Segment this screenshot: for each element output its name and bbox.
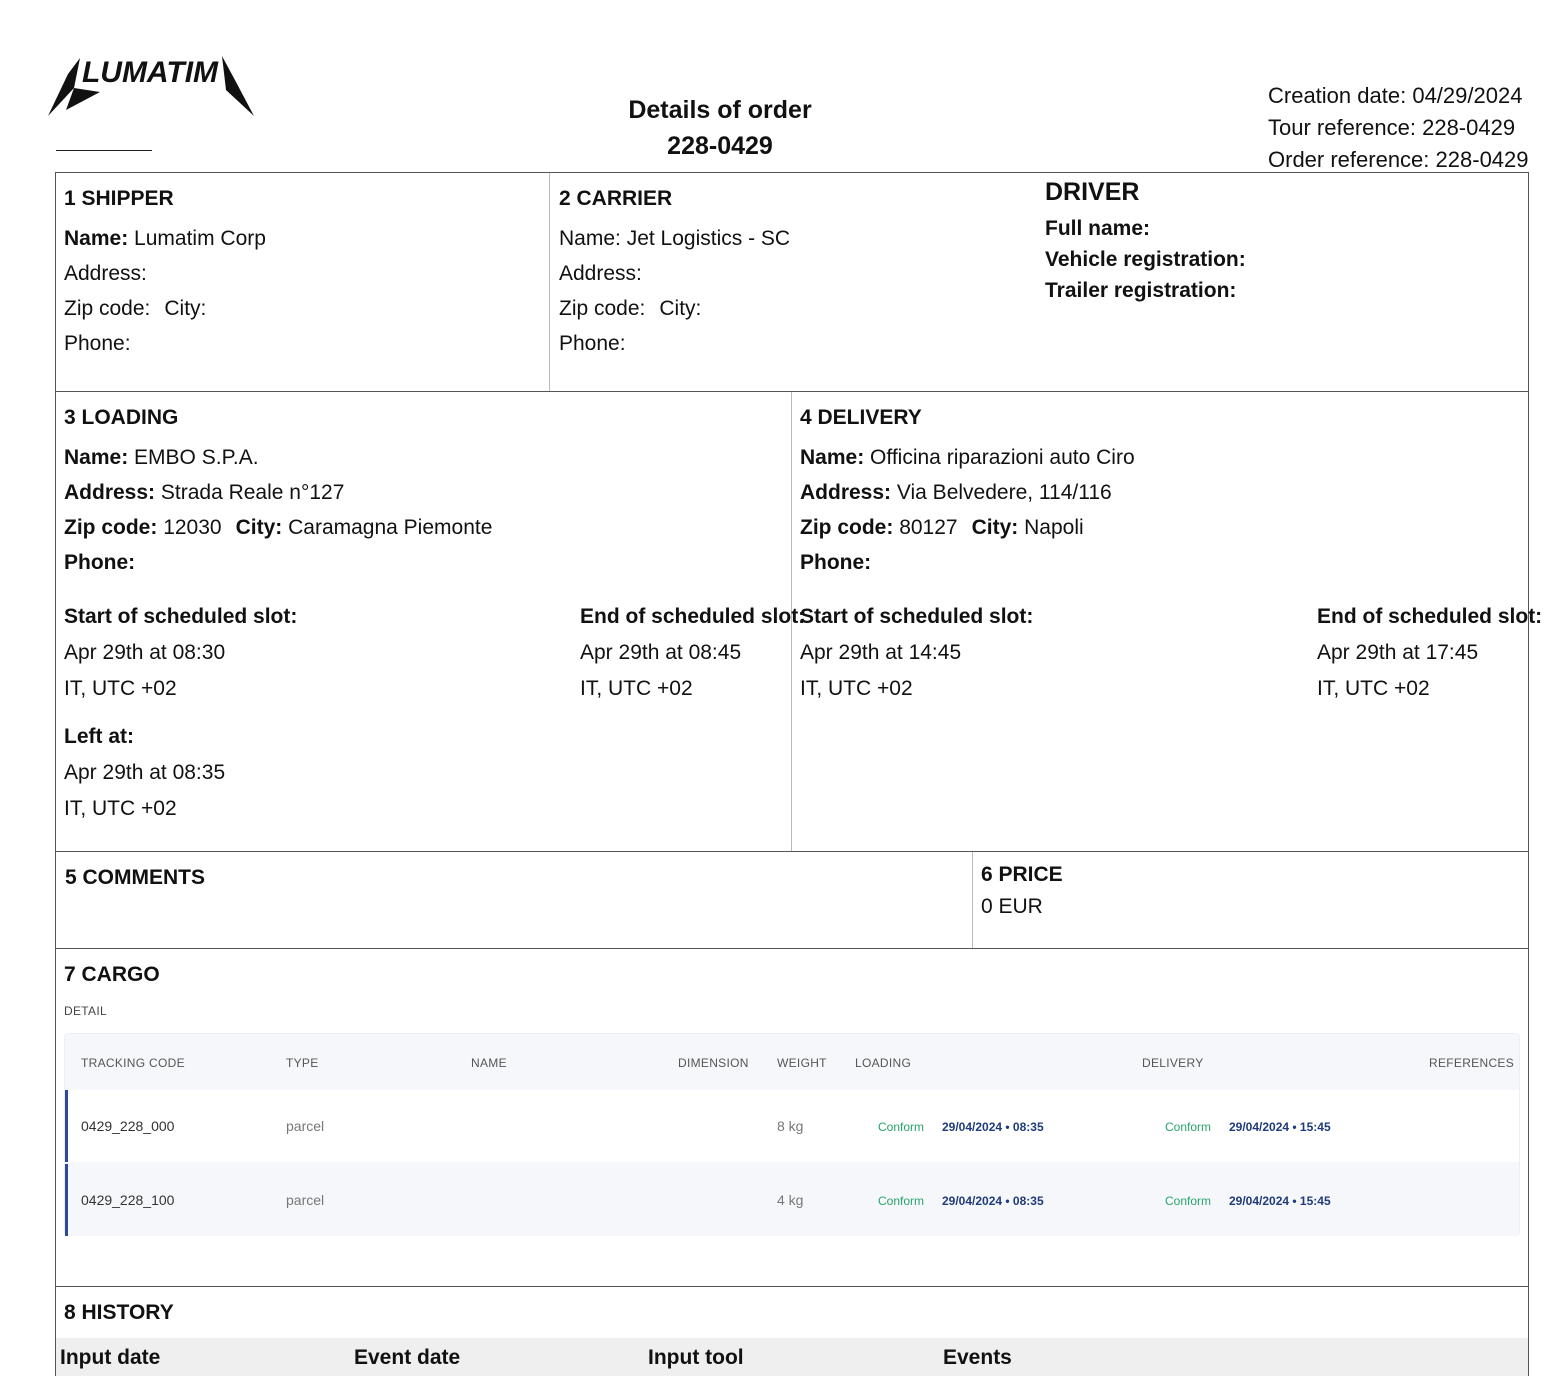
- loading-datetime: 29/04/2024 • 08:35: [942, 1194, 1044, 1208]
- delivery-section: [800, 400, 1135, 580]
- column-header[interactable]: Input tool: [648, 1346, 744, 1369]
- page-title: [560, 92, 880, 164]
- divider: [549, 173, 550, 391]
- cargo-heading: 7 CARGO: [64, 963, 160, 986]
- cargo-table: [64, 1033, 1520, 1236]
- loading-address: Address: Strada Reale n°127: [64, 481, 345, 504]
- cargo-section: [64, 957, 160, 997]
- divider: [55, 851, 1529, 852]
- shipper-heading: 1 SHIPPER: [64, 187, 174, 210]
- column-header[interactable]: TRACKING CODE: [81, 1056, 185, 1070]
- row-accent: [65, 1090, 68, 1162]
- divider: [972, 852, 973, 948]
- price-heading: 6 PRICE: [981, 863, 1063, 886]
- loading-phone: Phone:: [64, 551, 136, 574]
- carrier-phone: Phone:: [559, 332, 626, 355]
- order-number: 228-0429: [667, 132, 773, 160]
- loading-left-at: Left at: Apr 29th at 08:35 IT, UTC +02: [64, 725, 226, 820]
- delivery-datetime: 29/04/2024 • 15:45: [1229, 1120, 1331, 1134]
- loading-start-slot: Start of scheduled slot: Apr 29th at 08:30 IT, UTC +02: [64, 605, 298, 700]
- comments-heading: 5 COMMENTS: [65, 866, 206, 889]
- shipper-phone: Phone:: [64, 332, 131, 355]
- comments-section: [65, 860, 205, 900]
- order-reference: Order reference: 228-0429: [1268, 147, 1529, 172]
- history-table-header: [56, 1338, 1528, 1376]
- cargo-type: parcel: [286, 1118, 325, 1134]
- cargo-detail-label: DETAIL: [64, 1004, 107, 1018]
- company-logo: [40, 40, 260, 125]
- carrier-section: [559, 181, 790, 361]
- cargo-type: parcel: [286, 1192, 325, 1208]
- tracking-code: 0429_228_000: [81, 1118, 175, 1134]
- loading-status-badge: Conform: [878, 1120, 925, 1134]
- driver-section: [1045, 175, 1246, 306]
- cargo-weight: 4 kg: [777, 1192, 804, 1208]
- history-section: [64, 1295, 174, 1335]
- creation-date: Creation date: 04/29/2024: [1268, 83, 1523, 108]
- loading-datetime: 29/04/2024 • 08:35: [942, 1120, 1044, 1134]
- cargo-weight: 8 kg: [777, 1118, 804, 1134]
- loading-section: [64, 400, 492, 580]
- table-row[interactable]: [65, 1164, 1519, 1236]
- delivery-status-badge: Conform: [1165, 1120, 1212, 1134]
- loading-zip-city: Zip code: 12030 City: Caramagna Piemonte: [64, 516, 493, 539]
- cargo-table-header: [65, 1034, 1519, 1090]
- shipper-name: Name: Lumatim Corp: [64, 227, 266, 250]
- column-header[interactable]: TYPE: [286, 1056, 319, 1070]
- driver-trailer-registration: Trailer registration:: [1045, 279, 1237, 302]
- logo-text: LUMATIM: [81, 56, 219, 89]
- carrier-name: Name: Jet Logistics - SC: [559, 227, 791, 250]
- loading-end-slot: End of scheduled slot: Apr 29th at 08:45 IT, UTC +02: [580, 605, 806, 700]
- price-value: 0 EUR: [981, 895, 1043, 918]
- column-header[interactable]: NAME: [471, 1056, 507, 1070]
- tracking-code: 0429_228_100: [81, 1192, 175, 1208]
- logo-underline: [56, 150, 152, 151]
- driver-heading: DRIVER: [1045, 178, 1140, 206]
- column-header[interactable]: Event date: [354, 1346, 461, 1369]
- delivery-address: Address: Via Belvedere, 114/116: [800, 481, 1112, 504]
- divider: [55, 391, 1529, 392]
- column-header[interactable]: LOADING: [855, 1056, 912, 1070]
- delivery-heading: 4 DELIVERY: [800, 406, 922, 429]
- driver-vehicle-registration: Vehicle registration:: [1045, 248, 1246, 271]
- divider: [55, 948, 1529, 949]
- delivery-end-slot: End of scheduled slot: Apr 29th at 17:45 IT, UTC +02: [1317, 605, 1543, 700]
- column-header[interactable]: Input date: [60, 1346, 161, 1369]
- shipper-zip-city: Zip code: City:: [64, 297, 207, 320]
- shipper-section: [64, 181, 266, 361]
- history-heading: 8 HISTORY: [64, 1301, 174, 1324]
- column-header[interactable]: WEIGHT: [777, 1056, 827, 1070]
- loading-heading: 3 LOADING: [64, 406, 179, 429]
- row-accent: [65, 1164, 68, 1236]
- driver-full-name: Full name:: [1045, 217, 1151, 240]
- title-line-1: Details of order: [628, 96, 812, 124]
- table-row[interactable]: [65, 1090, 1519, 1162]
- delivery-status-badge: Conform: [1165, 1194, 1212, 1208]
- carrier-address: Address:: [559, 262, 642, 285]
- delivery-phone: Phone:: [800, 551, 872, 574]
- carrier-heading: 2 CARRIER: [559, 187, 673, 210]
- loading-name: Name: EMBO S.P.A.: [64, 446, 259, 469]
- order-meta: [1268, 80, 1528, 176]
- loading-status-badge: Conform: [878, 1194, 925, 1208]
- price-section: [981, 859, 1063, 923]
- delivery-start-slot: Start of scheduled slot: Apr 29th at 14:45 IT, UTC +02: [800, 605, 1034, 700]
- shipper-address: Address:: [64, 262, 147, 285]
- delivery-name: Name: Officina riparazioni auto Ciro: [800, 446, 1135, 469]
- tour-reference: Tour reference: 228-0429: [1268, 115, 1516, 140]
- column-header[interactable]: REFERENCES: [1429, 1056, 1515, 1070]
- column-header[interactable]: Events: [943, 1346, 1012, 1369]
- delivery-zip-city: Zip code: 80127 City: Napoli: [800, 516, 1084, 539]
- carrier-zip-city: Zip code: City:: [559, 297, 702, 320]
- column-header[interactable]: DELIVERY: [1142, 1056, 1204, 1070]
- delivery-datetime: 29/04/2024 • 15:45: [1229, 1194, 1331, 1208]
- divider: [55, 1286, 1529, 1287]
- column-header[interactable]: DIMENSION: [678, 1056, 749, 1070]
